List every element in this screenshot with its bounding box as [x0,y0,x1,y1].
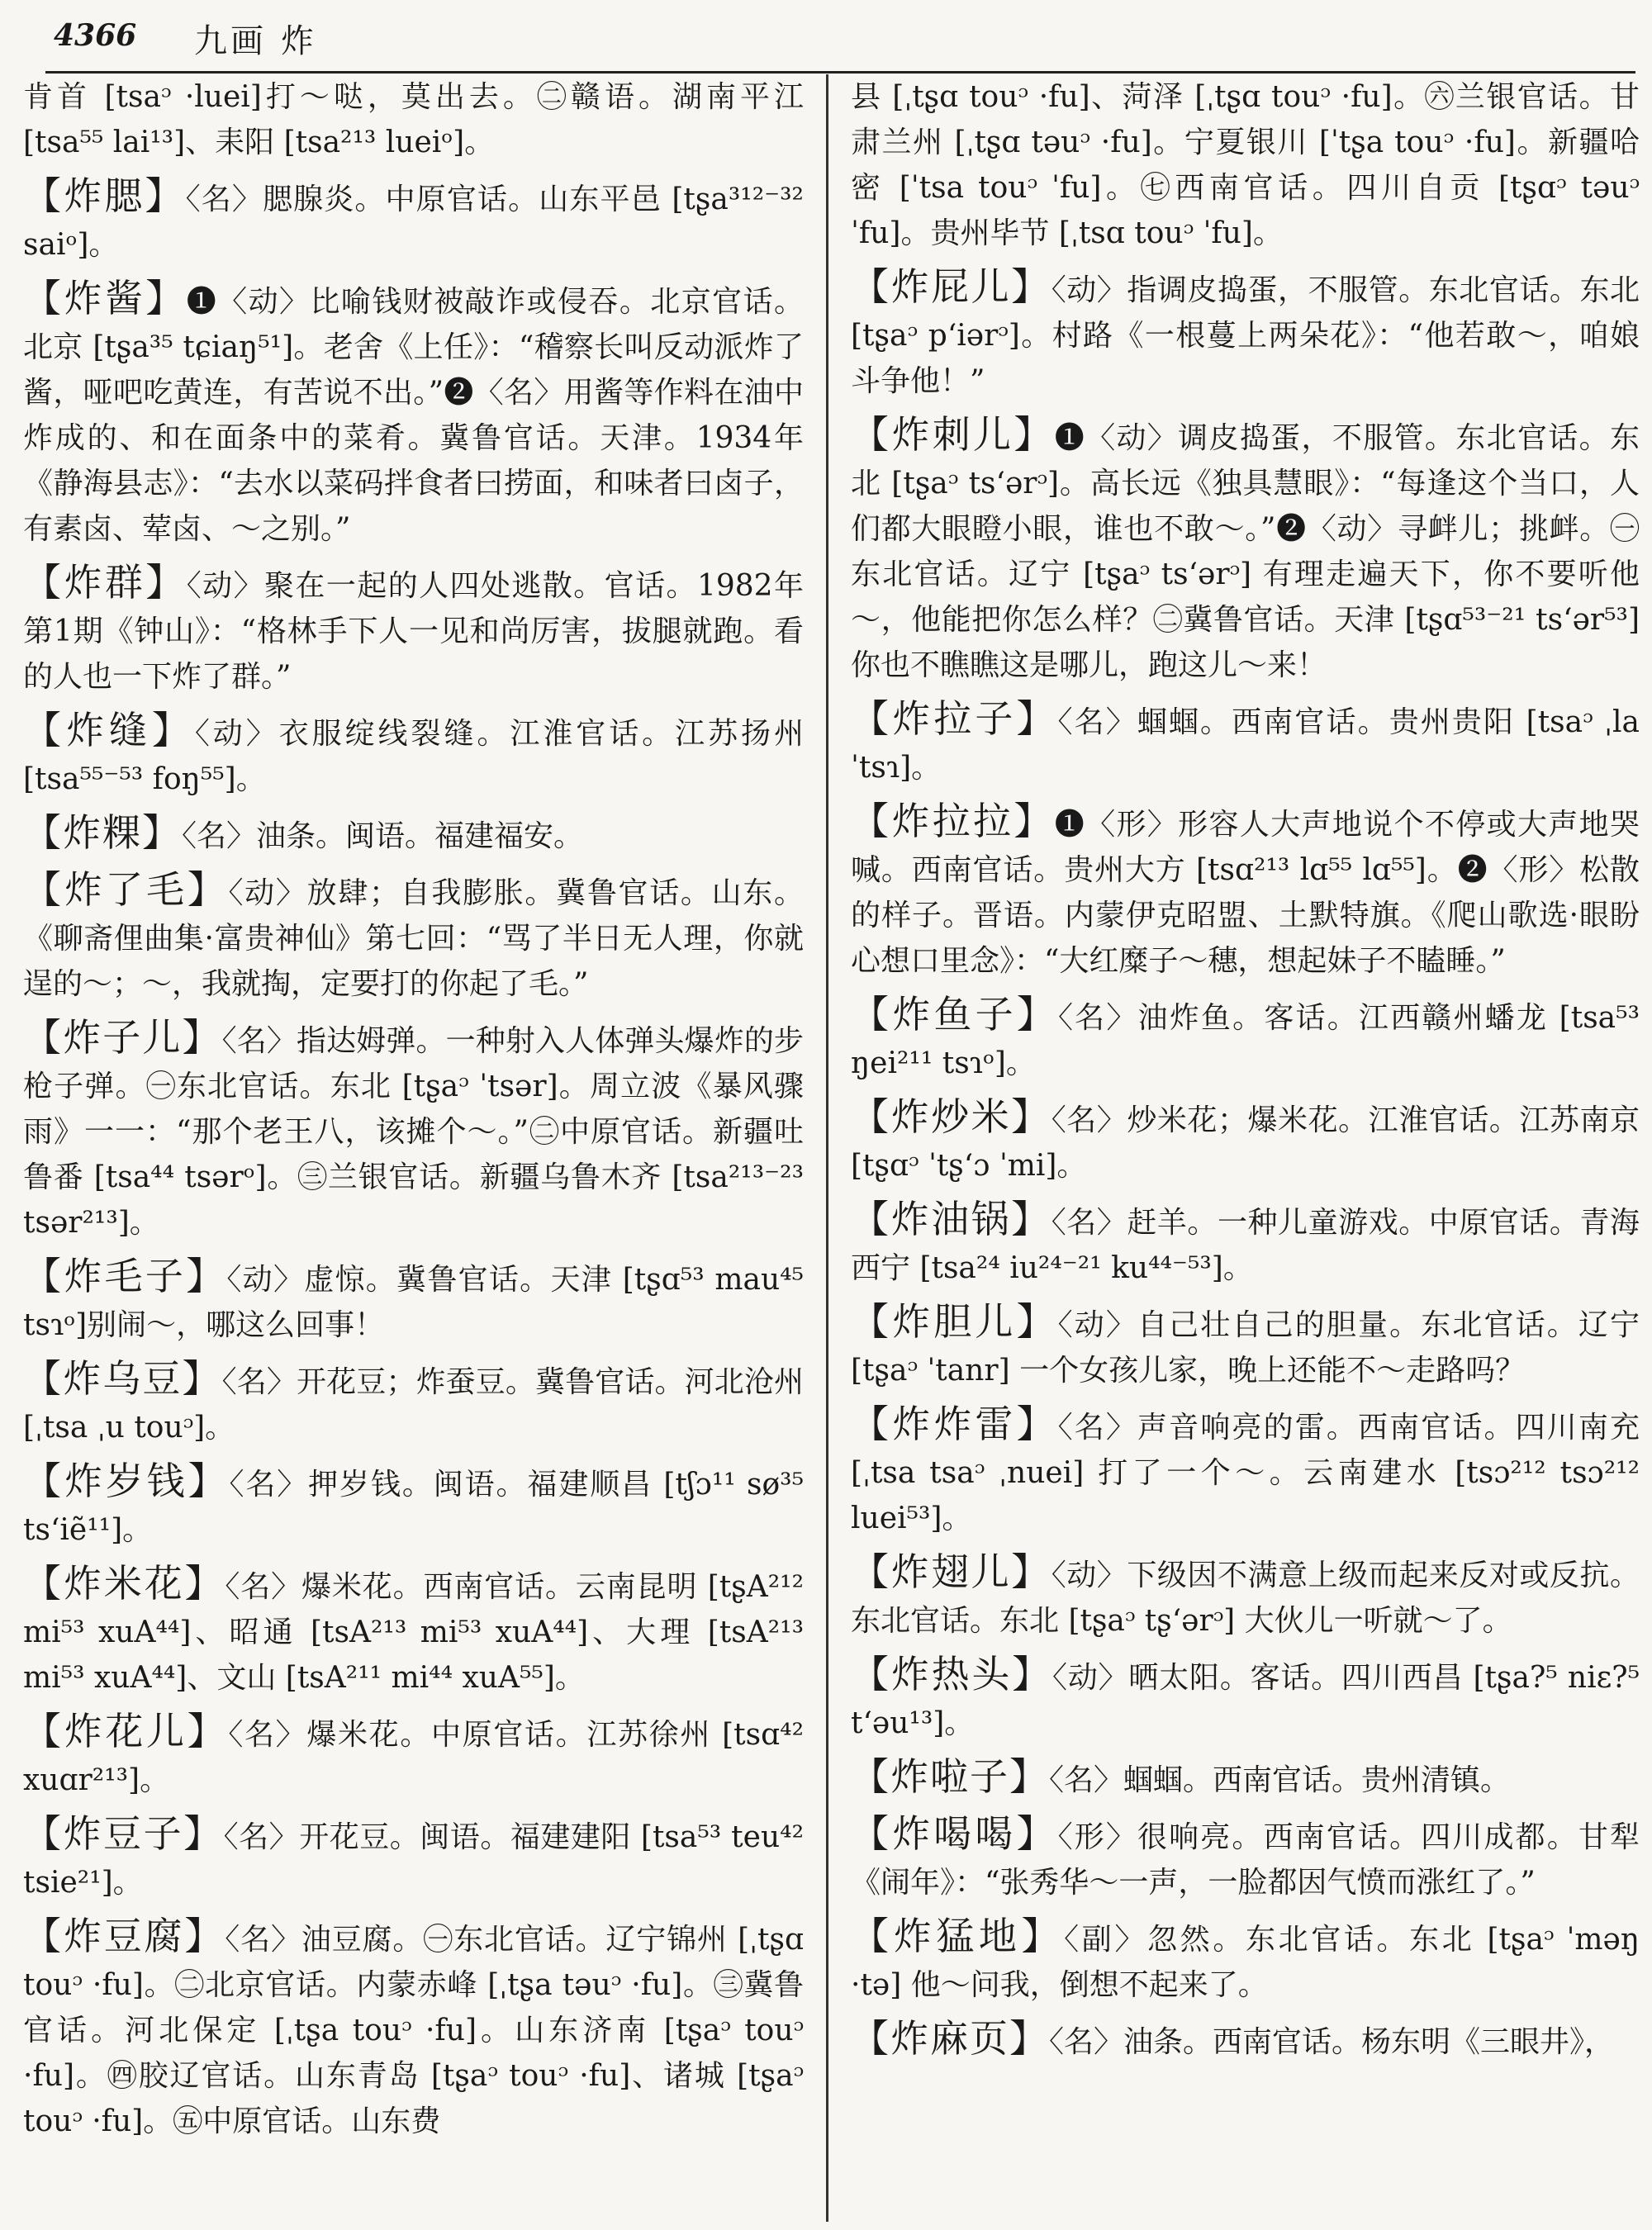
entry-headword: 【炸啦子】 [851,1754,1049,1799]
entry-definition: 〈动〉下级因不满意上级而起来反对或反抗。东北官话。东北 [tʂaᵓ tʂʻərᵓ] 大伙儿一听就～了。 [851,1559,1640,1638]
entry-headword: 【炸粿】 [23,810,182,855]
entry-definition: 〈动〉晒太阳。客话。四川西昌 [tʂa?⁵ niɛ?⁵ tʻəu¹³]。 [851,1661,1640,1740]
entry-headword: 【炸了毛】 [23,867,229,912]
entry-definition: ❶〈动〉调皮捣蛋，不服管。东北官话。东北 [tʂaᵓ tsʻərᵓ]。高长远《独具慧眼》：“每逢这个当口，人们都大眼瞪小眼，谁也不敢～。”❷〈动〉寻衅儿；挑衅。㊀东北官话。辽宁 [tʂaᵓ tsʻərᵓ] 有理走遍天下，你不要听他～，他能把你怎么样？㊁冀鲁官话。天津 [tʂɑ⁵³⁻²¹ tsʻər⁵³]你也不瞧瞧这是哪儿，跑这儿～来！ [851,421,1640,682]
page-number: 4366 [54,18,137,53]
entry-headword: 【炸花儿】 [23,1709,229,1753]
entry-definition: 〈名〉押岁钱。闽语。福建顺昌 [tʃɔ¹¹ sø³⁵ tsʻiẽ¹¹]。 [23,1468,804,1547]
entry-headword: 【炸缝】 [23,708,195,752]
dictionary-entry [23,1561,804,1701]
right-column [851,74,1640,2222]
dictionary-entry [23,708,804,802]
dictionary-entry [851,1549,1640,1644]
page-header [45,7,1635,74]
dictionary-entry [851,1402,1640,1541]
dictionary-entry [23,1709,804,1803]
entry-headword: 【炸热头】 [851,1652,1053,1696]
entry-continuation: 肯首 [tsaᵓ ·luei]打～哒，莫出去。㊁赣语。湖南平江 [tsa⁵⁵ lai¹³]、耒阳 [tsa²¹³ lueiᵒ]。 [23,80,804,159]
dictionary-entry [23,867,804,1007]
entry-definition: 〈名〉爆米花。西南官话。云南昆明 [tʂA²¹² mi⁵³ xuA⁴⁴]、昭通 [tsA²¹³ mi⁵³ xuA⁴⁴]、大理 [tsA²¹³ mi⁵³ xuA⁴⁴]、文山 [tsA²¹¹ mi⁴⁴ xuA⁵⁵]。 [23,1570,804,1695]
dictionary-entry [23,173,804,268]
entry-headword: 【炸胆儿】 [851,1299,1058,1344]
entry-definition: 〈动〉聚在一起的人四处逃散。官话。1982年第1期《钟山》：“格林手下人一见和尚厉害，拔腿就跑。看的人也一下炸了群。” [23,569,804,694]
dictionary-entry [851,1094,1640,1189]
entry-definition: 〈名〉蝈蝈。西南官话。贵州贵阳 [tsaᵓ ˌla ˈtsɿ]。 [851,705,1640,785]
entry-definition: 〈名〉赶羊。一种儿童游戏。中原官话。青海西宁 [tsa²⁴ iu²⁴⁻²¹ ku⁴⁴⁻⁵³]。 [851,1206,1640,1285]
entry-definition: 〈名〉开花豆。闽语。福建建阳 [tsa⁵³ teu⁴² tsie²¹]。 [23,1820,804,1900]
dictionary-entry [23,1015,804,1245]
entry-definition: 〈动〉指调皮捣蛋，不服管。东北官话。东北 [tʂaᵓ pʻiərᵓ]。村路《一根蔓上两朵花》：“他若敢～，咱娘斗争他！” [851,273,1640,398]
entry-headword: 【炸屁儿】 [851,264,1051,309]
entry-definition: ❶〈动〉比喻钱财被敲诈或侵吞。北京官话。北京 [tʂa³⁵ tɕiaŋ⁵¹]。老舍《上任》：“稽察长叫反动派炸了酱，哑吧吃黄连，有苦说不出。”❷〈名〉用酱等作料在油中炸成的、和在面条中的菜肴。冀鲁官话。天津。1934年《静海县志》：“去水以菜码拌食者曰捞面，和味者曰卤子，有素卤、荤卤、～之别。” [23,285,804,546]
entry-definition: 〈动〉衣服绽线裂缝。江淮官话。江苏扬州 [tsa⁵⁵⁻⁵³ foŋ⁵⁵]。 [23,717,804,796]
entry-definition: 〈名〉开花豆；炸蚕豆。冀鲁官话。河北沧州 [ˌtsa ˌu touᵓ]。 [23,1365,804,1445]
entry-headword: 【炸腮】 [23,173,186,218]
left-column [23,74,804,2222]
entry-headword: 【炸鱼子】 [851,992,1058,1037]
column-divider [826,74,828,2222]
entry-definition: 〈副〉忽然。东北官话。东北 [tʂaᵓ ˈməŋ ·tə] 他～问我，倒想不起来了。 [851,1923,1640,2002]
dictionary-entry [851,1299,1640,1393]
entry-definition: 〈名〉油条。闽语。福建福安。 [182,819,584,853]
entry-headword: 【炸群】 [23,560,187,605]
dictionary-entry [851,264,1640,404]
entry-headword: 【炸炒米】 [851,1094,1051,1139]
entry-definition: 〈名〉指达姆弹。一种射入人体弹头爆炸的步枪子弹。㊀东北官话。东北 [tʂaᵓ ˈtsər]。周立波《暴风骤雨》一一：“那个老王八，该摊个～。”㊁中原官话。新疆吐鲁番 [tsa⁴⁴ tsərᵒ]。㊂兰银官话。新疆乌鲁木齐 [tsa²¹³⁻²³ tsər²¹³]。 [23,1024,804,1240]
entry-definition: 〈名〉腮腺炎。中原官话。山东平邑 [tʂa³¹²⁻³² saiᵒ]。 [23,183,804,262]
dictionary-entry [851,992,1640,1086]
dictionary-entry [23,560,804,700]
entry-headword: 【炸酱】 [23,276,187,320]
entry-definition: 〈形〉很响亮。西南官话。四川成都。甘犁《闹年》：“张秀华～一声，一脸都因气愤而涨红了。” [851,1820,1640,1900]
entry-headword: 【炸麻页】 [851,2016,1049,2061]
entry-definition: 〈名〉油条。西南官话。杨东明《三眼井》， [1049,2025,1615,2059]
entry-definition: 〈动〉自己壮自己的胆量。东北官话。辽宁 [tʂaᵓ ˈtanr] 一个女孩儿家，晚上还能不～走路吗？ [851,1308,1640,1388]
dictionary-entry [851,799,1640,984]
entry-definition: 〈名〉炒米花；爆米花。江淮官话。江苏南京 [tʂɑᵓ ˈtʂʻɔ ˈmi]。 [851,1103,1640,1183]
entry-headword: 【炸米花】 [23,1561,225,1606]
entry-headword: 【炸豆子】 [23,1811,224,1856]
entry-headword: 【炸油锅】 [851,1197,1051,1241]
entry-definition: 〈动〉放肆；自我膨胀。冀鲁官话。山东。《聊斋俚曲集·富贵神仙》第七回：“骂了半日无人理，你就逞的～；～，我就掏，定要打的你起了毛。” [23,876,804,1001]
entry-headword: 【炸豆腐】 [23,1914,225,1958]
entry-headword: 【炸翅儿】 [851,1549,1051,1594]
dictionary-entry [851,1914,1640,2008]
dictionary-entry [851,1197,1640,1291]
entry-definition: 〈名〉爆米花。中原官话。江苏徐州 [tsɑ⁴² xuɑr²¹³]。 [23,1718,804,1797]
dictionary-entry [851,1754,1640,1803]
entry-headword: 【炸乌豆】 [23,1356,222,1401]
dictionary-entry [23,1254,804,1348]
dictionary-entry [23,1811,804,1905]
entry-definition: 〈名〉油炸鱼。客话。江西赣州蟠龙 [tsa⁵³ ŋei²¹¹ tsɿᵒ]。 [851,1001,1640,1080]
dictionary-entry [23,810,804,859]
entry-headword: 【炸拉子】 [851,696,1058,741]
entry-headword: 【炸猛地】 [851,1914,1065,1958]
dictionary-entry [23,1459,804,1553]
dictionary-entry [851,1811,1640,1905]
dictionary-entry [23,1914,804,2144]
dictionary-entry [23,276,804,552]
entry-headword: 【炸炸雷】 [851,1402,1058,1446]
dictionary-entry [851,1652,1640,1746]
entry-headword: 【炸毛子】 [23,1254,227,1298]
entry-definition: 〈名〉声音响亮的雷。西南官话。四川南充 [ˌtsa tsaᵓ ˌnuei] 打了一个～。云南建水 [tsɔ²¹² tsɔ²¹² luei⁵³]。 [851,1411,1640,1535]
entry-continuation: 县 [ˌtʂɑ touᵓ ·fu]、菏泽 [ˌtʂɑ touᵓ ·fu]。㊅兰银官话。甘肃兰州 [ˌtʂɑ təuᵓ ·fu]。宁夏银川 [ˈtʂa touᵓ ·fu]。新疆哈密 [ˈtsa touᵓ ˈfu]。㊆西南官话。四川自贡 [tʂɑᵓ təuᵓ ˈfu]。贵州毕节 [ˌtsɑ touᵓ ˈfu]。 [851,80,1640,250]
header-title: 九画 炸 [194,22,317,60]
dictionary-entry [851,696,1640,790]
entry-headword: 【炸岁钱】 [23,1459,230,1503]
entry-definition: 〈动〉虚惊。冀鲁官话。天津 [tʂɑ⁵³ mau⁴⁵ tsɿᵒ]别闹～，哪这么回事！ [23,1263,804,1342]
entry-definition: ❶〈形〉形容人大声地说个不停或大声地哭喊。西南官话。贵州大方 [tsɑ²¹³ lɑ⁵⁵ lɑ⁵⁵]。❷〈形〉松散的样子。晋语。内蒙伊克昭盟、土默特旗。《爬山歌选·眼盼心想口里念》：“大红糜子～穗，想起妹子不瞌睡。” [851,808,1640,978]
entry-definition: 〈名〉油豆腐。㊀东北官话。辽宁锦州 [ˌtʂɑ touᵓ ·fu]。㊁北京官话。内蒙赤峰 [ˌtʂa təuᵓ ·fu]。㊂冀鲁官话。河北保定 [ˌtʂa touᵓ ·fu]。山东济南 [tʂaᵓ touᵓ ·fu]。㊃胶辽官话。山东青岛 [tʂaᵓ touᵓ ·fu]、诸城 [tʂaᵓ touᵓ ·fu]。㊄中原官话。山东费 [23,1923,804,2138]
entry-headword: 【炸拉拉】 [851,799,1055,843]
dictionary-entry [851,412,1640,688]
entry-headword: 【炸子儿】 [23,1015,222,1060]
dictionary-entry [851,2016,1640,2065]
dictionary-entry [23,1356,804,1450]
entry-headword: 【炸喝喝】 [851,1811,1058,1856]
entry-definition: 〈名〉蝈蝈。西南官话。贵州清镇。 [1049,1763,1511,1797]
entry-headword: 【炸刺儿】 [851,412,1055,457]
